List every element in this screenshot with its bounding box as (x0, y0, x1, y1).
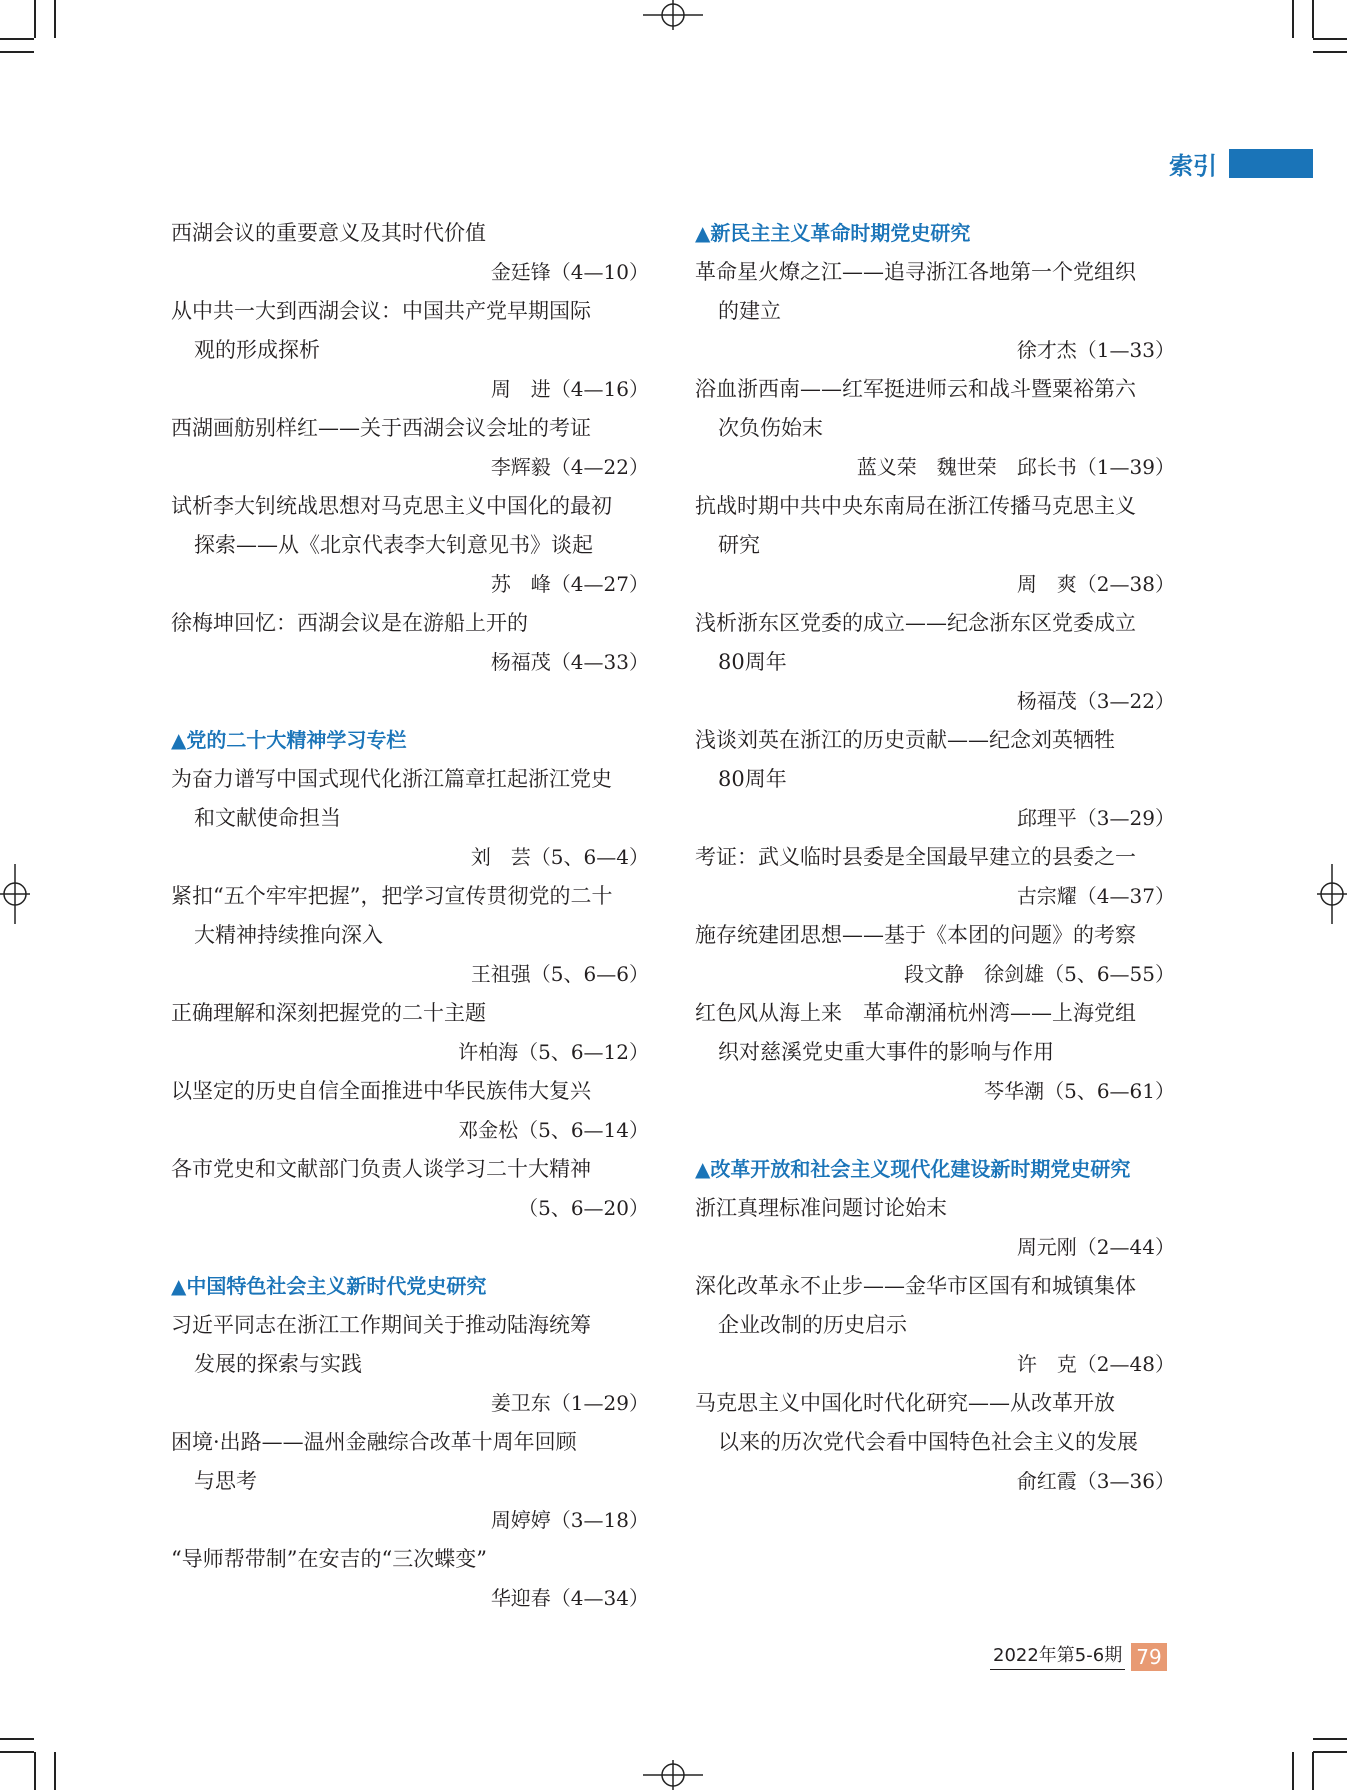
article-title (171, 994, 651, 1033)
crop-mark (54, 1752, 56, 1790)
article-author-ref: 苏 峰（4—27） (490, 572, 649, 596)
index-column-right (695, 214, 1177, 1501)
article-title (695, 994, 1177, 1072)
article-title-line: 和文献使命担当 (194, 806, 341, 830)
article-title-line: 探索——从《北京代表李大钊意见书》谈起 (194, 533, 593, 557)
article-title (695, 721, 1177, 799)
article-title (171, 1072, 651, 1111)
article-title-line: 各市党史和文献部门负责人谈学习二十大精神 (171, 1157, 591, 1181)
crop-mark (1313, 1738, 1347, 1740)
article-title (171, 292, 651, 370)
article-title-line: 与思考 (194, 1469, 257, 1493)
article-title-line: 马克思主义中国化时代化研究——从改革开放 (695, 1391, 1115, 1415)
article-title (171, 409, 651, 448)
article-title-line: 抗战时期中共中央东南局在浙江传播马克思主义 (695, 494, 1136, 518)
article-author-ref: 芩华潮（5、6—61） (984, 1079, 1175, 1103)
article-title-line: 施存统建团思想——基于《本团的问题》的考察 (695, 923, 1136, 947)
section-heading: ▲党的二十大精神学习专栏 (171, 728, 407, 752)
article-author-ref: 姜卫东（1—29） (490, 1391, 649, 1415)
registration-mark-icon (643, 1760, 703, 1790)
article-title-line: 浴血浙西南——红军挺进师云和战斗暨粟裕第六 (695, 377, 1136, 401)
article-title (695, 604, 1177, 682)
article-author-ref: 段文静 徐剑雄（5、6—55） (904, 962, 1175, 986)
registration-mark-icon (643, 0, 703, 30)
article-title-line: 试析李大钊统战思想对马克思主义中国化的最初 (171, 494, 612, 518)
article-title (695, 1384, 1177, 1462)
section-heading: ▲新民主主义革命时期党史研究 (695, 221, 971, 245)
article-title-line: 浅析浙东区党委的成立——纪念浙东区党委成立 (695, 611, 1136, 635)
article-author-ref: 古宗耀（4—37） (1016, 884, 1175, 908)
crop-mark (54, 0, 56, 38)
crop-mark (1313, 38, 1347, 40)
article-title-line: 习近平同志在浙江工作期间关于推动陆海统筹 (171, 1313, 591, 1337)
article-author-ref: 邓金松（5、6—14） (458, 1118, 649, 1142)
article-title-line: 浅谈刘英在浙江的历史贡献——纪念刘英牺牲 (695, 728, 1115, 752)
article-author-ref: 杨福茂（4—33） (490, 650, 649, 674)
article-title (171, 760, 651, 838)
article-title-line: 以坚定的历史自信全面推进中华民族伟大复兴 (171, 1079, 591, 1103)
article-title (695, 838, 1177, 877)
article-title-line: 的建立 (718, 299, 781, 323)
page-footer (990, 1643, 1167, 1671)
article-title-line: 为奋力谱写中国式现代化浙江篇章扛起浙江党史 (171, 767, 612, 791)
article-title-line: “导师帮带制”在安吉的“三次蝶变” (171, 1547, 487, 1571)
article-title (695, 1189, 1177, 1228)
article-author-ref: 周婷婷（3—18） (490, 1508, 649, 1532)
crop-mark (1292, 1752, 1294, 1790)
crop-mark (0, 51, 34, 53)
section-spacer (171, 682, 651, 721)
crop-mark (1312, 0, 1314, 38)
issue-label: 2022年第5-6期 (990, 1643, 1125, 1670)
article-title-line: 困境·出路——温州金融综合改革十周年回顾 (171, 1430, 577, 1454)
section-heading: ▲改革开放和社会主义现代化建设新时期党史研究 (695, 1157, 1131, 1181)
article-author-ref: 周 进（4—16） (490, 377, 649, 401)
article-author-ref: 李辉毅（4—22） (490, 455, 649, 479)
article-title (695, 1267, 1177, 1345)
registration-mark-icon (1317, 864, 1347, 924)
article-author-ref: 徐才杰（1—33） (1016, 338, 1175, 362)
article-title (695, 253, 1177, 331)
article-title (171, 214, 651, 253)
crop-mark (1313, 1751, 1347, 1753)
article-title (171, 1423, 651, 1501)
article-author-ref: 周 爽（2—38） (1016, 572, 1175, 596)
article-title (171, 1540, 651, 1579)
article-title (171, 487, 651, 565)
article-title-line: 徐梅坤回忆：西湖会议是在游船上开的 (171, 611, 528, 635)
article-title-line: 深化改革永不止步——金华市区国有和城镇集体 (695, 1274, 1136, 1298)
article-author-ref: 俞红霞（3—36） (1016, 1469, 1175, 1493)
crop-mark (0, 1738, 34, 1740)
article-title (695, 370, 1177, 448)
article-author-ref: 许 克（2—48） (1016, 1352, 1175, 1376)
article-title-line: 织对慈溪党史重大事件的影响与作用 (718, 1040, 1054, 1064)
index-column-left (171, 214, 651, 1618)
article-title-line: 观的形成探析 (194, 338, 320, 362)
article-title (695, 916, 1177, 955)
section-spacer (171, 1228, 651, 1267)
article-title-line: 西湖画舫别样红——关于西湖会议会址的考证 (171, 416, 591, 440)
article-author-ref: 刘 芸（5、6—4） (470, 845, 649, 869)
article-title (171, 604, 651, 643)
article-title-line: 80周年 (718, 650, 787, 674)
article-author-ref: 邱理平（3—29） (1016, 806, 1175, 830)
section-spacer (695, 1111, 1177, 1150)
registration-mark-icon (0, 864, 30, 924)
article-title-line: 红色风从海上来 革命潮涌杭州湾——上海党组 (695, 1001, 1136, 1025)
article-title-line: 正确理解和深刻把握党的二十主题 (171, 1001, 486, 1025)
article-title-line: 革命星火燎之江——追寻浙江各地第一个党组织 (695, 260, 1136, 284)
article-author-ref: （5、6—20） (518, 1196, 649, 1220)
crop-mark (1313, 51, 1347, 53)
section-header-label: 索引 (1169, 152, 1217, 180)
article-title-line: 大精神持续推向深入 (194, 923, 383, 947)
crop-mark (0, 1751, 34, 1753)
crop-mark (34, 1752, 36, 1790)
crop-mark (1292, 0, 1294, 38)
article-title-line: 研究 (718, 533, 760, 557)
article-title-line: 发展的探索与实践 (194, 1352, 362, 1376)
article-author-ref: 华迎春（4—34） (490, 1586, 649, 1610)
crop-mark (1312, 1752, 1314, 1790)
article-author-ref: 许柏海（5、6—12） (458, 1040, 649, 1064)
article-title-line: 从中共一大到西湖会议：中国共产党早期国际 (171, 299, 591, 323)
page-number: 79 (1131, 1643, 1166, 1671)
section-header-bar (1229, 149, 1313, 178)
article-author-ref: 王祖强（5、6—6） (470, 962, 649, 986)
article-title (171, 877, 651, 955)
article-title-line: 紧扣“五个牢牢把握”，把学习宣传贯彻党的二十 (171, 884, 613, 908)
section-heading: ▲中国特色社会主义新时代党史研究 (171, 1274, 487, 1298)
article-title-line: 企业改制的历史启示 (718, 1313, 907, 1337)
article-title (695, 487, 1177, 565)
article-title-line: 80周年 (718, 767, 787, 791)
article-author-ref: 杨福茂（3—22） (1016, 689, 1175, 713)
crop-mark (0, 38, 34, 40)
article-title (171, 1150, 651, 1189)
article-author-ref: 周元刚（2—44） (1016, 1235, 1175, 1259)
article-title-line: 次负伤始末 (718, 416, 823, 440)
article-title-line: 西湖会议的重要意义及其时代价值 (171, 221, 486, 245)
article-author-ref: 蓝义荣 魏世荣 邱长书（1—39） (856, 455, 1175, 479)
article-author-ref: 金廷锋（4—10） (490, 260, 649, 284)
article-title-line: 考证：武义临时县委是全国最早建立的县委之一 (695, 845, 1136, 869)
article-title-line: 以来的历次党代会看中国特色社会主义的发展 (718, 1430, 1138, 1454)
crop-mark (34, 0, 36, 38)
article-title-line: 浙江真理标准问题讨论始末 (695, 1196, 947, 1220)
section-header (1169, 146, 1313, 181)
article-title (171, 1306, 651, 1384)
